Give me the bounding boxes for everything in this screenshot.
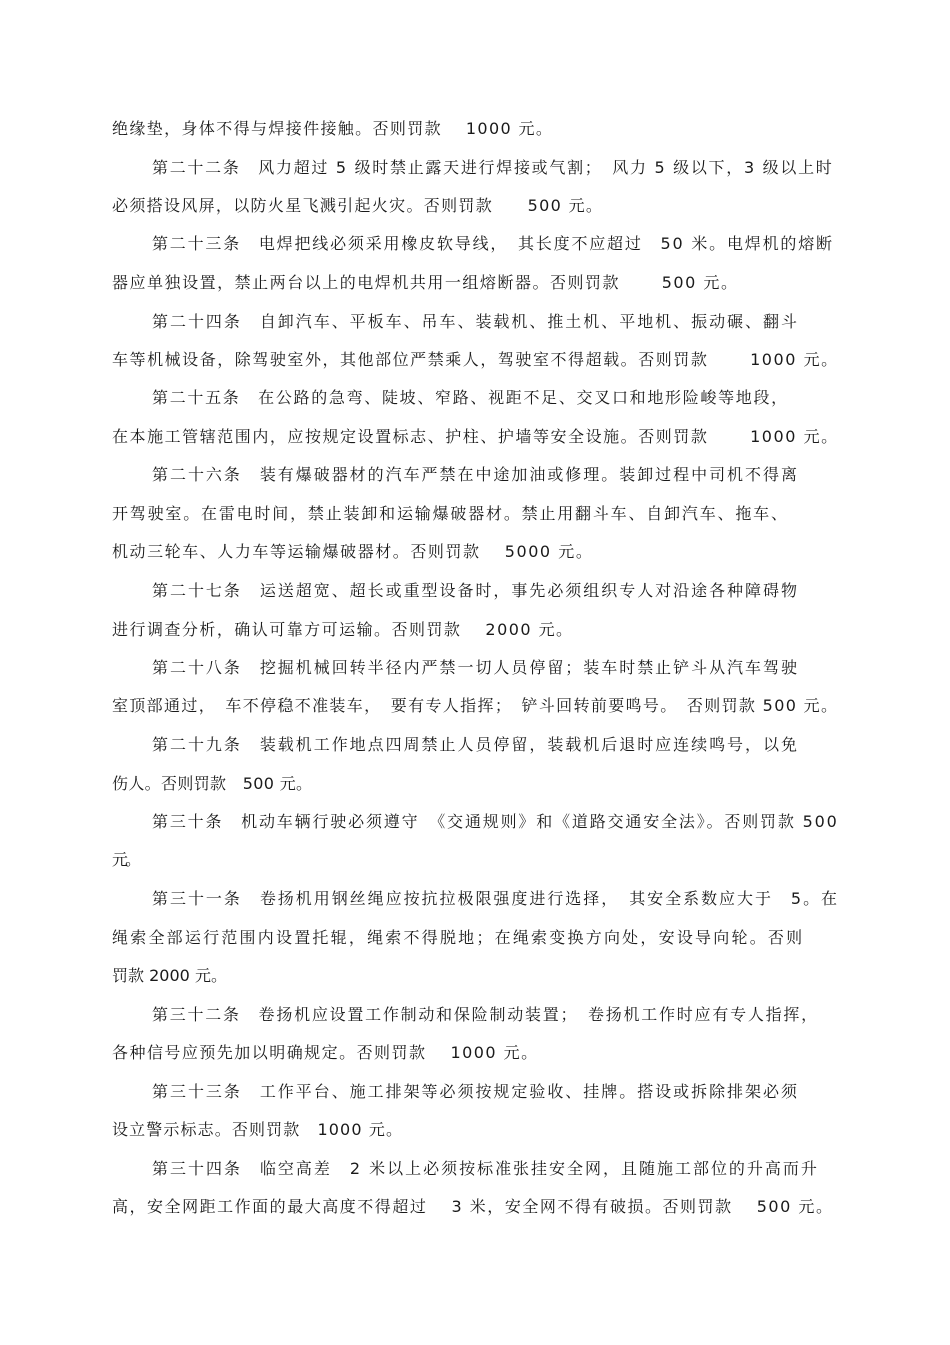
text-line: 第二十五条 在公路的急弯、陡坡、窄路、视距不足、交叉口和地形险峻等地段，: [152, 388, 789, 407]
text-line: 进行调查分析，确认可靠方可运输。否则罚款 2000 元。: [112, 620, 574, 639]
text-line: 车等机械设备，除驾驶室外，其他部位严禁乘人，驾驶室不得超载。否则罚款 1000 元。: [112, 350, 839, 369]
text-line: 第二十七条 运送超宽、超长或重型设备时，事先必须组织专人对沿途各种障碍物: [152, 581, 799, 600]
text-line: 第二十八条 挖掘机械回转半径内严禁一切人员停留；装车时禁止铲斗从汽车驾驶: [152, 658, 799, 677]
text-line: 室顶部通过， 车不停稳不准装车， 要有专人指挥； 铲斗回转前要鸣号。 否则罚款 500 元。: [112, 696, 839, 715]
text-line: 第三十二条 卷扬机应设置工作制动和保险制动装置； 卷扬机工作时应有专人指挥，: [152, 1005, 819, 1024]
text-line: 第三十一条 卷扬机用钢丝绳应按抗拉极限强度进行选择， 其安全系数应大于 5。在: [152, 889, 840, 908]
text-line: 必须搭设风屏，以防火星飞溅引起火灾。否则罚款 500 元。: [112, 196, 604, 215]
text-line: 第二十六条 装有爆破器材的汽车严禁在中途加油或修理。装卸过程中司机不得离: [152, 465, 799, 484]
text-line: 第二十二条 风力超过 5 级时禁止露天进行焊接或气割； 风力 5 级以下，3 级以上时: [152, 158, 834, 177]
text-line: 伤人。否则罚款 500 元。: [112, 774, 313, 793]
text-line: 第二十三条 电焊把线必须采用橡皮软导线， 其长度不应超过 50 米。电焊机的熔断: [152, 234, 834, 253]
text-line: 各种信号应预先加以明确规定。否则罚款 1000 元。: [112, 1043, 539, 1062]
text-line: 机动三轮车、人力车等运输爆破器材。否则罚款 5000 元。: [112, 542, 594, 561]
text-line: 元。: [112, 850, 139, 869]
text-line: 绝缘垫，身体不得与焊接件接触。否则罚款 1000 元。: [112, 119, 554, 138]
text-line: 第二十四条 自卸汽车、平板车、吊车、装载机、推土机、平地机、振动碾、翻斗: [152, 312, 799, 331]
text-line: 在本施工管辖范围内，应按规定设置标志、护柱、护墙等安全设施。否则罚款 1000 元。: [112, 427, 839, 446]
text-line: 罚款 2000 元。: [112, 966, 227, 985]
text-line: 第三十四条 临空高差 2 米以上必须按标准张挂安全网，且随施工部位的升高而升: [152, 1159, 819, 1178]
text-line: 设立警示标志。否则罚款 1000 元。: [112, 1120, 404, 1139]
text-line: 第三十三条 工作平台、施工排架等必须按规定验收、挂牌。搭设或拆除排架必须: [152, 1082, 799, 1101]
text-line: 第二十九条 装载机工作地点四周禁止人员停留，装载机后退时应连续鸣号，以免: [152, 735, 799, 754]
text-line: 器应单独设置，禁止两台以上的电焊机共用一组熔断器。否则罚款 500 元。: [112, 273, 739, 292]
text-line: 第三十条 机动车辆行驶必须遵守 《交通规则》和《道路交通安全法》。否则罚款 500: [152, 812, 839, 831]
text-line: 绳索全部运行范围内设置托辊，绳索不得脱地；在绳索变换方向处，安设导向轮。否则: [112, 928, 805, 947]
text-line: 开驾驶室。在雷电时间，禁止装卸和运输爆破器材。禁止用翻斗车、自卸汽车、拖车、: [112, 504, 789, 523]
text-line: 高，安全网距工作面的最大高度不得超过 3 米，安全网不得有破损。否则罚款 500 元。: [112, 1197, 834, 1216]
